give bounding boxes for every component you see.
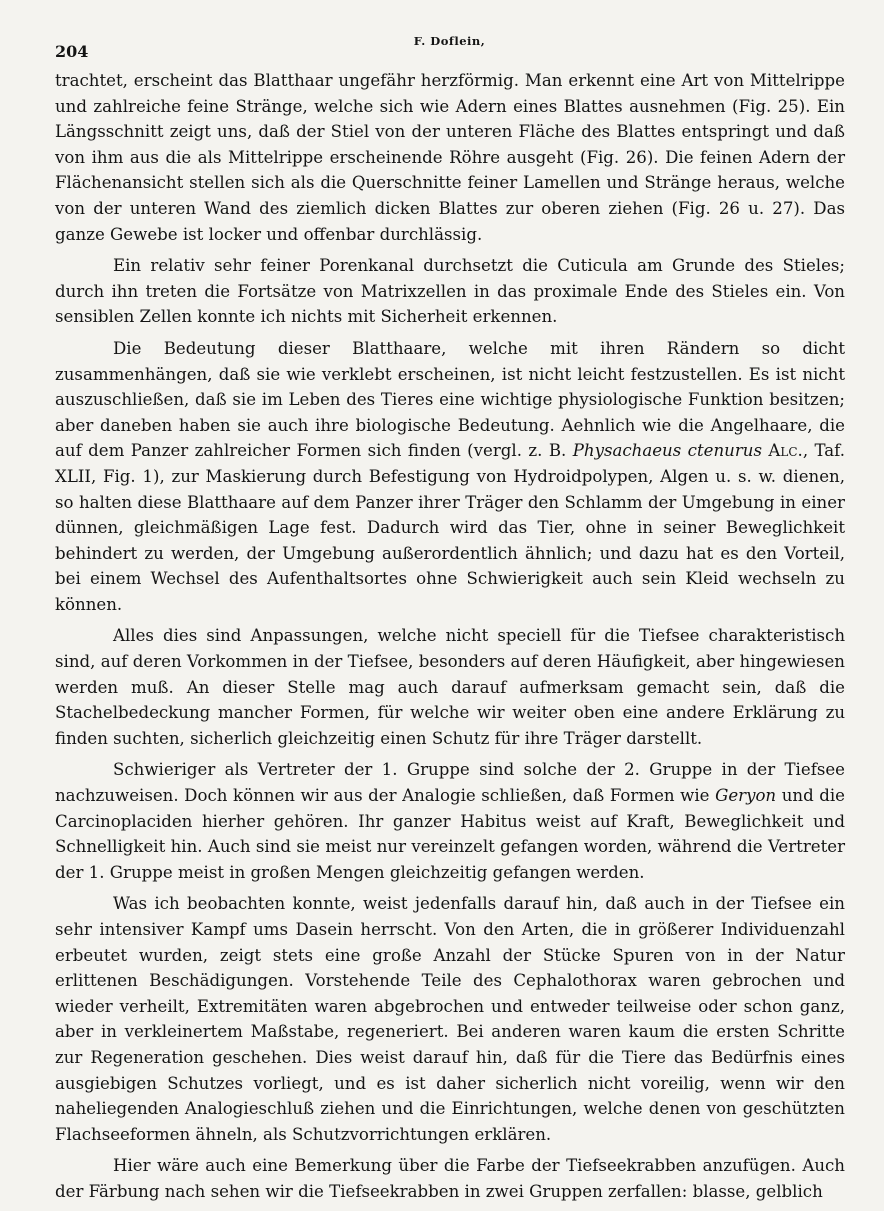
paragraph-5 [55,757,845,885]
paragraph-7: Hier wäre auch eine Bemerkung über die Farbe der Tiefseekrabben anzufügen. Auch der Färbung nach sehen wir die Tiefseekrabben in zwei Gruppen zerfallen: blasse, gelblich [55,1156,845,1201]
paragraph-5-text-before: Schwieriger als Vertreter der 1. Gruppe sind solche der 2. Gruppe in der Tiefsee nachzuweisen. Doch können wir aus der Analogie schließen, daß Formen wie [55,760,845,806]
paragraph-3-text-before: Die Bedeutung dieser Blatthaare, welche mit ihren Rändern so dicht zusammenhängen, daß sie wie verklebt erscheinen, ist nicht leicht festzustellen. Es ist nicht auszuschließen, daß sie im Leben des Tieres eine wichtige physiologische Funktion besitzen; aber daneben haben sie auch ihre biologische Bedeutung. Aehnlich wie die Angelhaare, die auf dem Panzer zahlreicher Formen sich finden (vergl. z. B. [55,338,845,461]
paragraph-1: trachtet, erscheint das Blatthaar ungefähr herzförmig. Man erkennt eine Art von Mittelrippe und zahlreiche feine Stränge, welche sich wie Adern eines Blattes ausnehmen (Fig. 25). Ein Längsschnitt zeigt uns, daß der Stiel von der unteren Fläche des Blattes entspringt und daß von ihm aus die als Mittelrippe erscheinende Röhre ausgeht (Fig. 26). Die feinen Adern der Flächenansicht stellen sich als die Querschnitte feiner Lamellen und Stränge heraus, welche von der unteren Wand des ziemlich dicken Blattes zur oberen ziehen (Fig. 26 u. 27). Das ganze Gewebe ist locker und offenbar durchlässig. [55,71,845,244]
paragraph-2: Ein relativ sehr feiner Porenkanal durchsetzt die Cuticula am Grunde des Stieles; durch ihn treten die Fortsätze von Matrixzellen in das proximale Ende des Stieles ein. Von sensiblen Zellen konnte ich nichts mit Sicherheit erkennen. [55,256,845,327]
paragraph-5-text-after: und die Carcinoplaciden hierher gehören. Ihr ganzer Habitus weist auf Kraft, Beweglichkeit und Schnelligkeit hin. Auch sind sie meist nur vereinzelt gefangen worden, während die Vertreter der 1. Gruppe meist in großen Mengen gleichzeitig gefangen werden. [55,786,845,882]
paragraph-6: Was ich beobachten konnte, weist jedenfalls darauf hin, daß auch in der Tiefsee ein sehr intensiver Kampf ums Dasein herrscht. Von den Arten, die in größerer Individuenzahl erbeutet wurden, zeigt stets eine große Anzahl der Stücke Spuren von in der Natur erlittenen Beschädigungen. Vorstehende Teile des Cephalothorax waren gebrochen und wieder verheilt, Extremitäten waren abgebrochen und entweder teilweise oder schon ganz, aber in verkleinertem Maßstabe, regeneriert. Bei anderen waren kaum die ersten Schritte zur Regeneration geschehen. Dies weist darauf hin, daß für die Tiere das Bedürfnis eines ausgiebigen Schutzes vorliegt, und es ist daher sicherlich nicht voreilig, wenn wir den naheliegenden Analogieschluß ziehen und die Einrichtungen, welche denen von geschützten Flachseeformen ähneln, als Schutzvorrichtungen erklären. [55,894,845,1144]
body-text [55,68,845,1211]
page-number: 204 [55,42,89,61]
species-name: Physachaeus ctenurus [572,441,762,461]
paragraph-4: Alles dies sind Anpassungen, welche nicht speciell für die Tiefsee charakteristisch sind, auf deren Vorkommen in der Tiefsee, besonders auf deren Häufigkeit, aber hingewiesen werden muß. An dieser Stelle mag auch darauf aufmerksam gemacht sein, daß die Stachelbedeckung mancher Formen, für welche wir weiter oben eine andere Erklärung zu finden suchten, sicherlich gleichzeitig einen Schutz für ihre Träger darstellt. [55,626,845,748]
paragraph-3 [55,336,845,618]
running-head: F. Doflein, [413,34,486,48]
paragraph-3-text-after: , Taf. XLII, Fig. 1), zur Maskierung durch Befestigung von Hydroidpolypen, Algen u. s. w. dienen, so halten diese Blatthaare auf dem Panzer ihrer Träger den Schlamm der Umgebung in einer dünnen, gleichmäßigen Lage fest. Dadurch wird das Tier, ohne in seiner Beweglichkeit behindert zu werden, der Umgebung außerordentlich ähnlich; und dazu hat es den Vorteil, bei einem Wechsel des Aufenthaltsortes ohne Schwierigkeit auch sein Kleid wechseln zu können. [55,441,845,614]
page-header [55,34,844,61]
author-abbreviation: Alc. [768,441,803,461]
genus-name: Geryon [715,786,777,806]
